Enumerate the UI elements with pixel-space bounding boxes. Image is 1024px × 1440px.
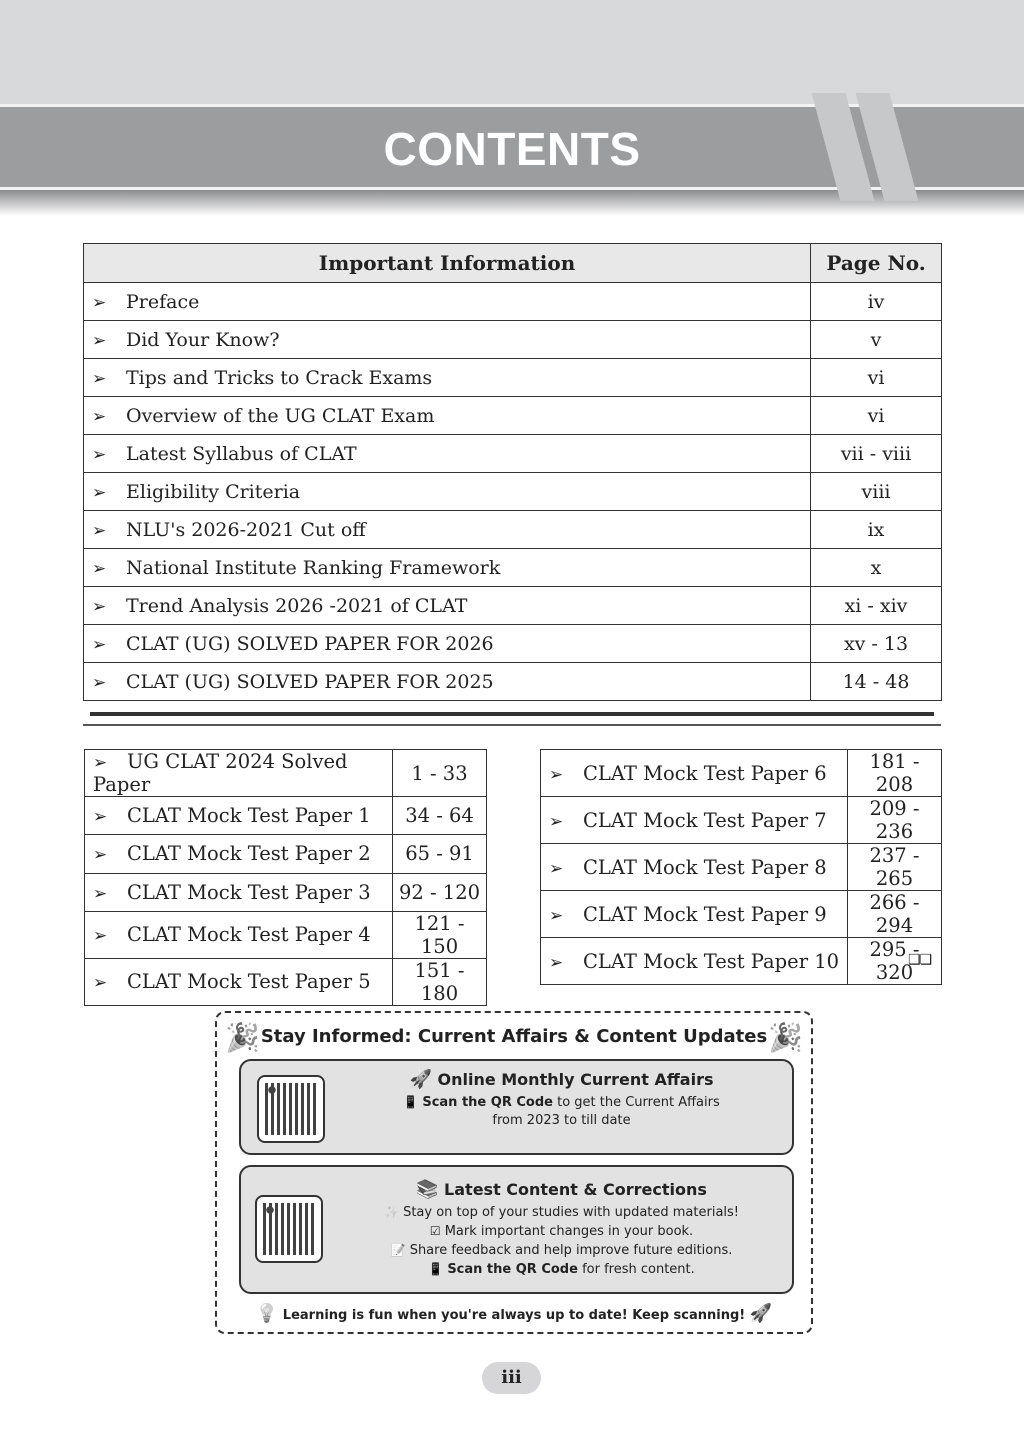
table-row xyxy=(85,750,487,797)
mock-papers-table-right xyxy=(540,749,942,985)
entry-title[interactable]: CLAT Mock Test Paper 8 xyxy=(583,855,827,879)
table-row xyxy=(84,359,942,397)
arrow-bullet-icon: ➢ xyxy=(93,807,108,828)
entry-cell xyxy=(85,911,393,958)
entry-cell xyxy=(84,321,811,359)
arrow-bullet-icon: ➢ xyxy=(549,811,564,832)
page-range: ix xyxy=(811,511,942,549)
checkbox-icon: ☑ xyxy=(429,1224,441,1238)
card-text: for fresh content. xyxy=(577,1262,695,1277)
table-row xyxy=(84,549,942,587)
party-popper-icon: 🎉 xyxy=(225,1021,260,1054)
arrow-bullet-icon: ➢ xyxy=(92,596,107,617)
page-range: 266 - 294 xyxy=(848,891,942,938)
table-row xyxy=(541,797,942,844)
entry-cell xyxy=(85,797,393,835)
phone-icon: 📱 xyxy=(403,1095,419,1109)
table-row xyxy=(84,625,942,663)
entry-title[interactable]: CLAT Mock Test Paper 4 xyxy=(127,923,371,947)
arrow-bullet-icon: ➢ xyxy=(549,858,564,879)
card-text: Share feedback and help improve future editions. xyxy=(409,1243,733,1258)
entry-title[interactable]: NLU's 2026-2021 Cut off xyxy=(126,518,366,541)
card-text: to get the Current Affairs xyxy=(552,1095,720,1110)
entry-cell xyxy=(85,873,393,911)
entry-title[interactable]: Eligibility Criteria xyxy=(126,480,301,503)
header-background xyxy=(0,0,1024,104)
entry-title[interactable]: National Institute Ranking Framework xyxy=(126,556,501,579)
table-row xyxy=(84,587,942,625)
updates-footer xyxy=(217,1303,811,1324)
entry-cell xyxy=(84,511,811,549)
table-row xyxy=(541,750,942,797)
qr-code-icon xyxy=(263,1203,315,1255)
card-text: Stay on top of your studies with updated materials! xyxy=(403,1205,740,1220)
arrow-bullet-icon: ➢ xyxy=(92,292,107,313)
arrow-bullet-icon: ➢ xyxy=(549,764,564,785)
entry-cell xyxy=(84,435,811,473)
entry-title[interactable]: Overview of the UG CLAT Exam xyxy=(126,404,435,427)
entry-cell xyxy=(84,283,811,321)
entry-cell xyxy=(541,797,848,844)
arrow-bullet-icon: ➢ xyxy=(93,973,108,994)
phone-icon: 📱 xyxy=(428,1262,444,1276)
table-row xyxy=(85,911,487,958)
party-popper-icon: 🎉 xyxy=(768,1021,803,1054)
rocket-icon: 🚀 xyxy=(749,1303,773,1324)
table-row xyxy=(85,873,487,911)
arrow-bullet-icon: ➢ xyxy=(92,520,107,541)
table-row xyxy=(84,321,942,359)
entry-title[interactable]: CLAT Mock Test Paper 6 xyxy=(583,761,827,785)
lightbulb-icon: 💡 xyxy=(255,1303,279,1324)
page-range: xv - 13 xyxy=(811,625,942,663)
card-text: Mark important changes in your book. xyxy=(444,1224,694,1239)
card-text: from 2023 to till date xyxy=(492,1113,631,1128)
arrow-bullet-icon: ➢ xyxy=(92,444,107,465)
entry-cell xyxy=(85,750,393,797)
arrow-bullet-icon: ➢ xyxy=(93,753,108,773)
content-corrections-card xyxy=(239,1165,794,1294)
card-heading: Online Monthly Current Affairs xyxy=(437,1070,714,1089)
updates-box xyxy=(215,1011,813,1334)
table-row xyxy=(84,283,942,321)
arrow-bullet-icon: ➢ xyxy=(93,845,108,866)
page-range: xi - xiv xyxy=(811,587,942,625)
entry-title[interactable]: CLAT (UG) SOLVED PAPER FOR 2026 xyxy=(126,632,494,655)
page-range: 34 - 64 xyxy=(393,797,487,835)
table-row xyxy=(84,473,942,511)
sparkle-icon: ✨ xyxy=(383,1205,399,1219)
entry-title[interactable]: CLAT Mock Test Paper 2 xyxy=(127,842,371,866)
mock-papers-table-left xyxy=(84,749,487,1006)
arrow-bullet-icon: ➢ xyxy=(92,406,107,427)
qr-code-corrections[interactable] xyxy=(255,1195,323,1263)
entry-title[interactable]: CLAT Mock Test Paper 3 xyxy=(127,880,371,904)
entry-cell xyxy=(84,359,811,397)
entry-title[interactable]: CLAT Mock Test Paper 1 xyxy=(127,804,371,828)
page-range: vi xyxy=(811,397,942,435)
entry-cell xyxy=(541,891,848,938)
card-heading: Latest Content & Corrections xyxy=(444,1180,707,1199)
current-affairs-card xyxy=(239,1059,794,1155)
entry-cell xyxy=(541,844,848,891)
entry-title[interactable]: CLAT Mock Test Paper 9 xyxy=(583,902,827,926)
entry-title[interactable]: Did Your Know? xyxy=(126,328,280,351)
entry-cell xyxy=(84,587,811,625)
entry-title[interactable]: UG CLAT 2024 Solved Paper xyxy=(93,750,348,796)
table-row xyxy=(541,844,942,891)
updates-title: Stay Informed: Current Affairs & Content Updates xyxy=(260,1026,768,1047)
table-row xyxy=(541,938,942,985)
arrow-bullet-icon: ➢ xyxy=(549,952,564,973)
entry-cell xyxy=(84,549,811,587)
page-range: viii xyxy=(811,473,942,511)
entry-title[interactable]: CLAT (UG) SOLVED PAPER FOR 2025 xyxy=(126,670,494,693)
page-range: 1 - 33 xyxy=(393,750,487,797)
entry-cell xyxy=(84,663,811,701)
page-number: iii xyxy=(482,1362,541,1394)
table-row xyxy=(84,663,942,701)
page-range: v xyxy=(811,321,942,359)
entry-title[interactable]: CLAT Mock Test Paper 7 xyxy=(583,808,827,832)
page-title: CONTENTS xyxy=(383,123,641,175)
scan-instruction: Scan the QR Code xyxy=(422,1095,553,1110)
arrow-bullet-icon: ➢ xyxy=(92,330,107,351)
column-header-page: Page No. xyxy=(811,244,942,283)
entry-title[interactable]: Preface xyxy=(126,290,200,313)
table-row xyxy=(84,397,942,435)
qr-code-icon xyxy=(265,1083,317,1135)
entry-title[interactable]: CLAT Mock Test Paper 10 xyxy=(583,949,840,973)
page-range: x xyxy=(811,549,942,587)
page-range: vii - viii xyxy=(811,435,942,473)
arrow-bullet-icon: ➢ xyxy=(549,905,564,926)
entry-title[interactable]: Trend Analysis 2026 -2021 of CLAT xyxy=(126,594,468,617)
arrow-bullet-icon: ➢ xyxy=(93,883,108,904)
column-header-item: Important Information xyxy=(84,244,811,283)
books-icon: 📚 xyxy=(416,1179,439,1200)
entry-cell xyxy=(84,473,811,511)
page-range: vi xyxy=(811,359,942,397)
entry-title[interactable]: CLAT Mock Test Paper 5 xyxy=(127,970,371,994)
contents-table xyxy=(83,243,942,701)
page-range: 14 - 48 xyxy=(811,663,942,701)
divider xyxy=(83,724,941,726)
entry-cell xyxy=(85,835,393,873)
arrow-bullet-icon: ➢ xyxy=(93,926,108,947)
entry-title[interactable]: Latest Syllabus of CLAT xyxy=(126,442,357,465)
arrow-bullet-icon: ➢ xyxy=(92,368,107,389)
page-range: 237 - 265 xyxy=(848,844,942,891)
table-row xyxy=(85,958,487,1005)
page-range: 181 - 208 xyxy=(848,750,942,797)
entry-cell xyxy=(541,938,848,985)
divider xyxy=(90,712,934,716)
page-range: 92 - 120 xyxy=(393,873,487,911)
page-range: 65 - 91 xyxy=(393,835,487,873)
page-range: 295 - 320 xyxy=(848,938,942,985)
entry-title[interactable]: Tips and Tricks to Crack Exams xyxy=(126,366,433,389)
rocket-icon: 🚀 xyxy=(409,1069,432,1090)
page-range: 121 - 150 xyxy=(393,911,487,958)
table-row xyxy=(85,797,487,835)
arrow-bullet-icon: ➢ xyxy=(92,482,107,503)
page-range: 209 - 236 xyxy=(848,797,942,844)
qr-code-current-affairs[interactable] xyxy=(257,1075,325,1143)
scan-instruction: Scan the QR Code xyxy=(447,1262,578,1277)
page-range: 151 - 180 xyxy=(393,958,487,1005)
arrow-bullet-icon: ➢ xyxy=(92,558,107,579)
entry-cell xyxy=(85,958,393,1005)
end-marks-icon: ❑❑ xyxy=(908,952,932,968)
page-range: iv xyxy=(811,283,942,321)
table-row xyxy=(84,511,942,549)
footer-text: Learning is fun when you're always up to date! Keep scanning! xyxy=(282,1308,746,1323)
arrow-bullet-icon: ➢ xyxy=(92,634,107,655)
entry-cell xyxy=(541,750,848,797)
arrow-bullet-icon: ➢ xyxy=(92,672,107,693)
table-row xyxy=(85,835,487,873)
table-row xyxy=(84,435,942,473)
entry-cell xyxy=(84,625,811,663)
entry-cell xyxy=(84,397,811,435)
table-row xyxy=(541,891,942,938)
memo-icon: 📝 xyxy=(390,1243,406,1257)
